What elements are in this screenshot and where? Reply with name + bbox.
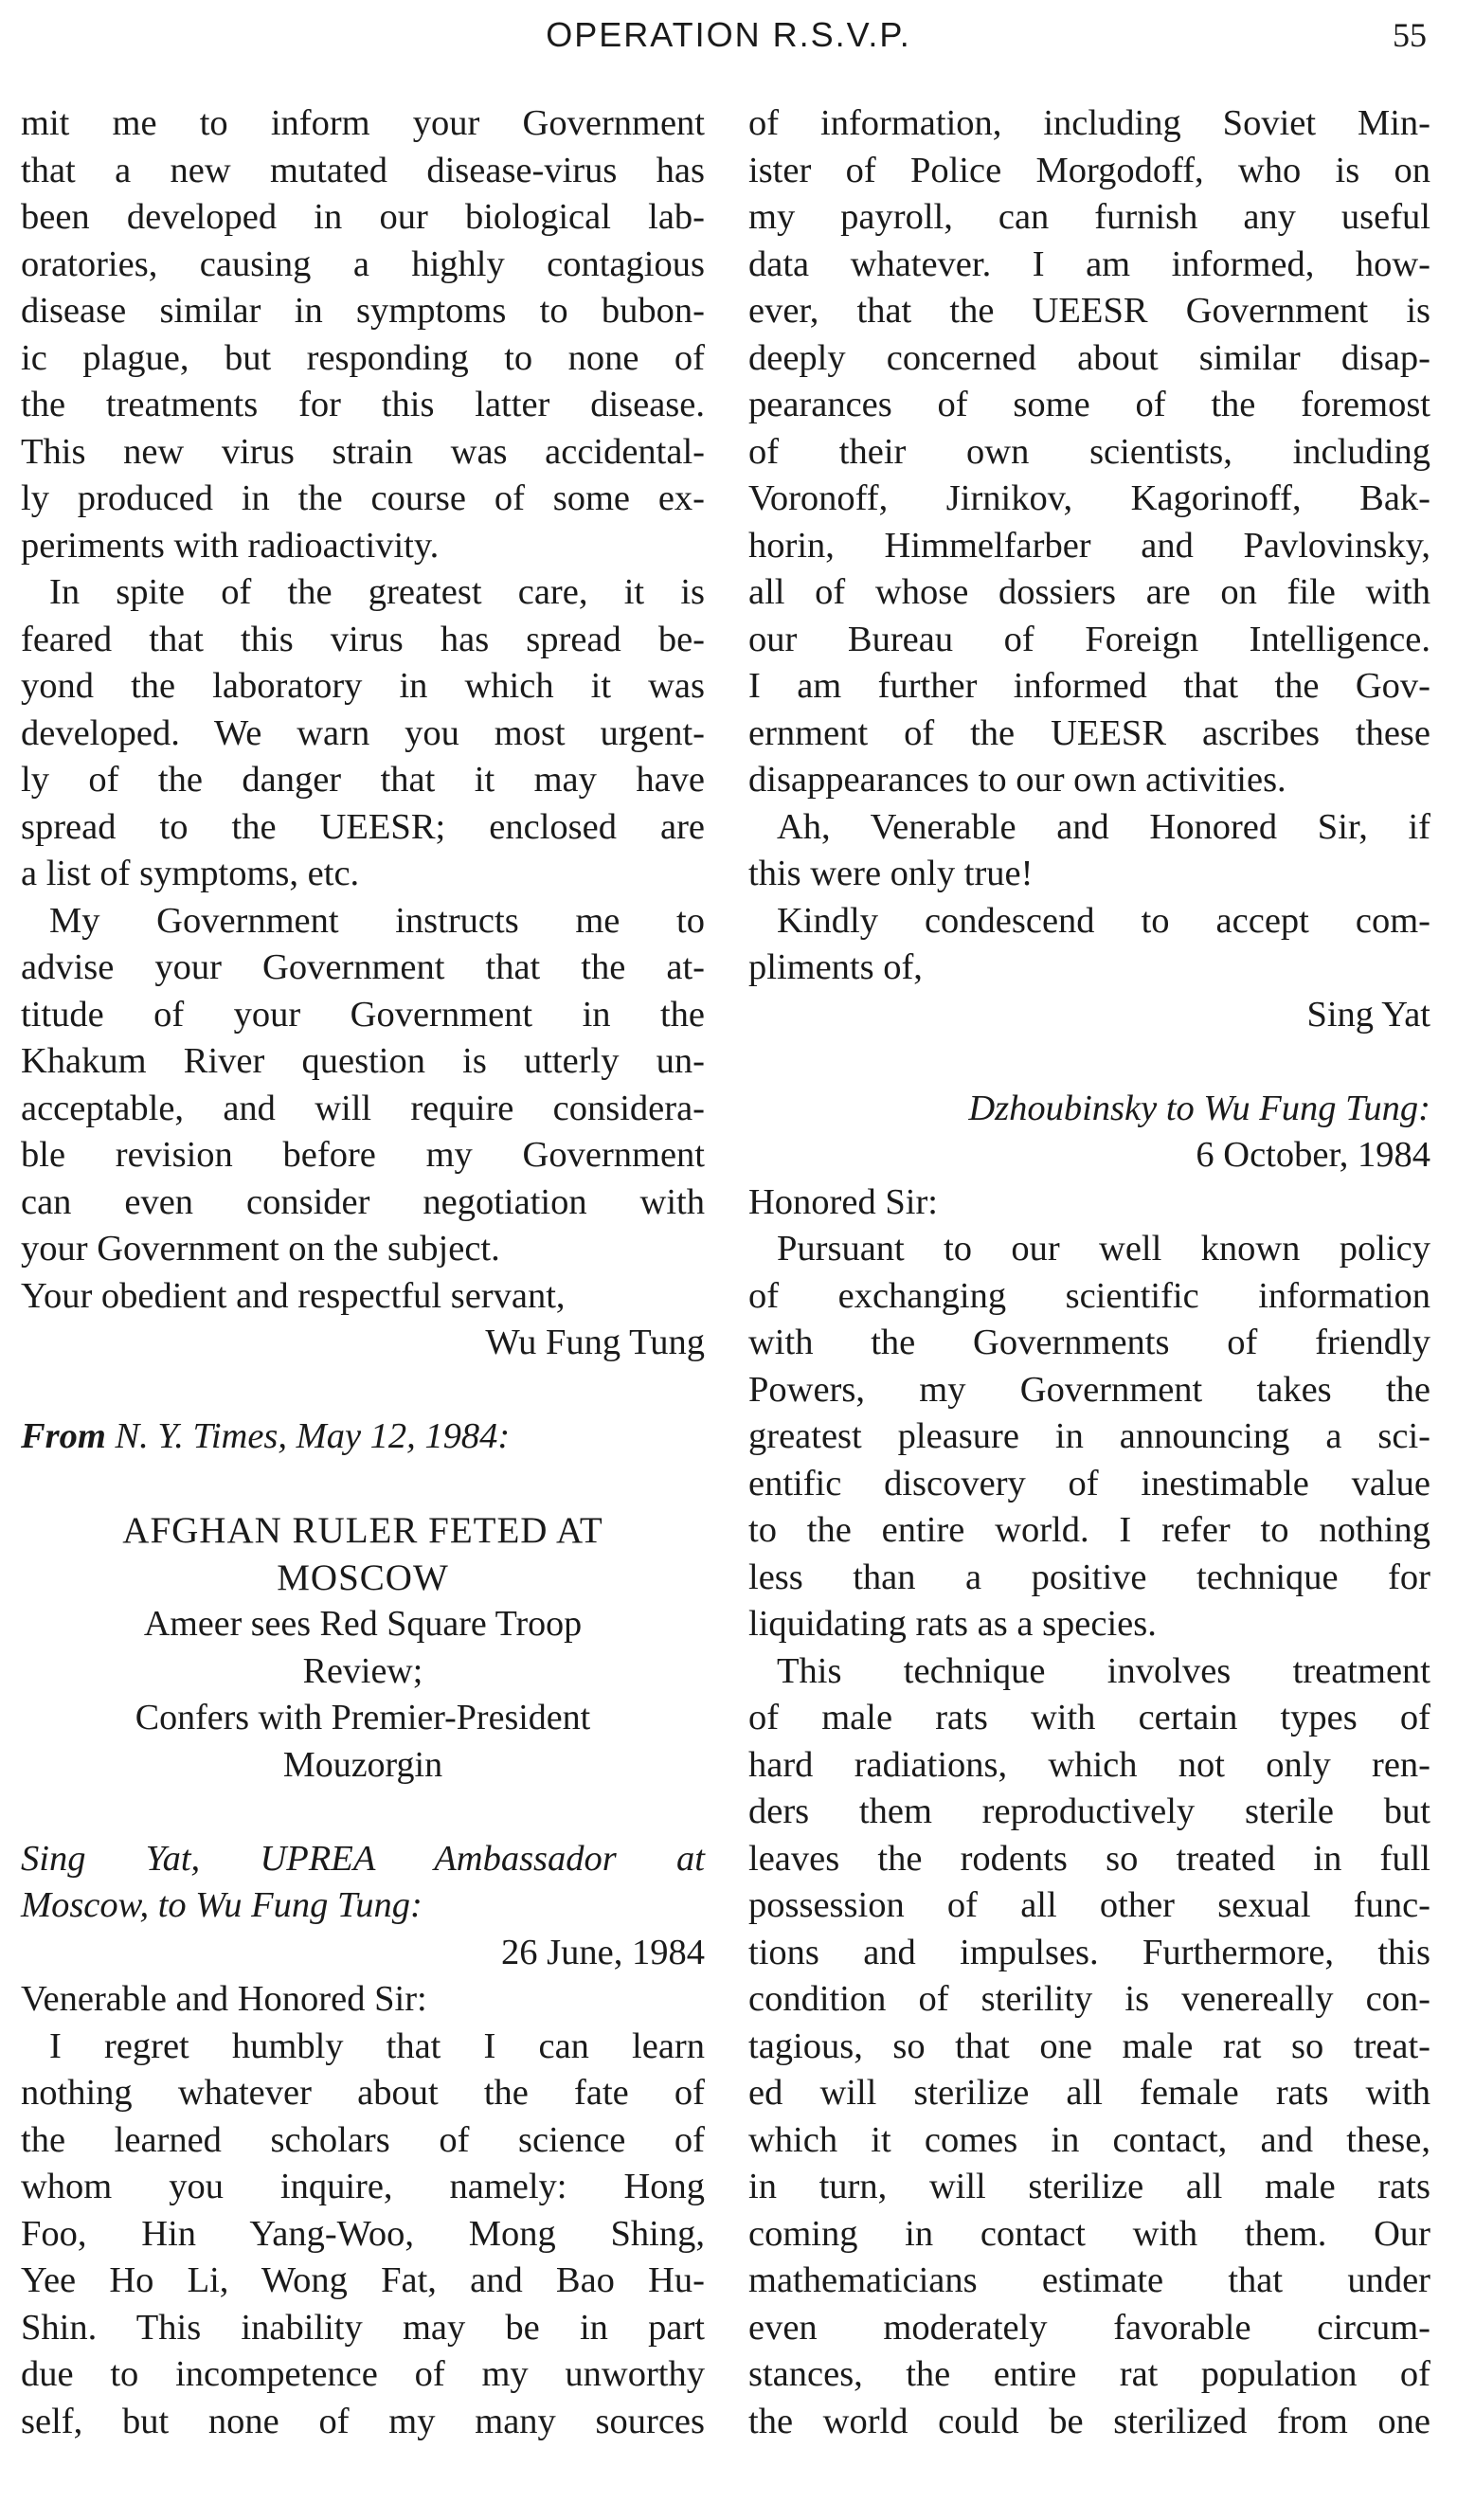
text-line: Pursuant to our well known policy <box>777 1229 1430 1269</box>
text-line: yond the laboratory in which it was <box>21 666 705 706</box>
heading-line: Moscow, to Wu Fung Tung: <box>21 1885 423 1925</box>
headline-line: AFGHAN RULER FETED AT <box>122 1510 603 1551</box>
signature-wu-fung-tung: Wu Fung Tung <box>485 1323 705 1362</box>
text-line: the learned scholars of science of <box>21 2119 705 2160</box>
text-line: the treatments for this latter disease. <box>21 385 705 424</box>
text-line: pliments of, <box>748 947 923 987</box>
text-line: My Government instructs me to <box>49 900 705 941</box>
source-rest: N. Y. Times, May 12, 1984: <box>105 1416 511 1456</box>
text-line: ed will sterilize all female rats with <box>748 2073 1430 2113</box>
letter-heading-sing-yat <box>21 1836 705 1930</box>
text-line: acceptable, and will require considera- <box>21 1088 705 1128</box>
text-line: ister of Police Morgodoff, who is on <box>748 150 1430 190</box>
text-line: ernment of the UEESR ascribes these <box>748 712 1430 753</box>
text-line: ders them reproductively sterile but <box>748 1791 1430 1831</box>
text-line: your Government on the subject. <box>21 1229 500 1269</box>
text-line: hard radiations, which not only ren- <box>748 1744 1430 1785</box>
text-line: I am further informed that the Gov- <box>748 666 1430 706</box>
page-number: 55 <box>1393 16 1427 54</box>
text-line: horin, Himmelfarber and Pavlovinsky, <box>748 525 1430 566</box>
text-line: ic plague, but responding to none of <box>21 337 705 378</box>
deck-line: Mouzorgin <box>282 1744 443 1785</box>
text-line: disease similar in symptoms to bubon- <box>21 291 705 331</box>
text-line: to the entire world. I refer to nothing <box>748 1510 1430 1550</box>
text-line: feared that this virus has spread be- <box>21 619 705 659</box>
text-line: less than a positive technique for <box>748 1557 1430 1597</box>
text-line: this were only true! <box>748 854 1034 893</box>
paragraph-pursuant <box>748 1226 1430 1648</box>
text-line: tions and impulses. Furthermore, this <box>748 1932 1430 1972</box>
text-line: advise your Government that the at- <box>21 947 705 987</box>
text-line: Shin. This inability may be in part <box>21 2307 705 2348</box>
paragraph-kindly <box>748 898 1430 992</box>
text-line: periments with radioactivity. <box>21 525 440 566</box>
text-line: self, but none of my many sources <box>21 2401 705 2441</box>
paragraph-virus-spread <box>21 569 705 898</box>
heading-line: Sing Yat, UPREA Ambassador at <box>21 1838 705 1879</box>
text-line: due to incompetence of my unworthy <box>21 2354 705 2394</box>
text-line: disappearances to our own activities. <box>748 760 1286 800</box>
running-title: OPERATION R.S.V.P. <box>546 15 911 54</box>
text-line: pearances of some of the foremost <box>748 385 1430 424</box>
text-line: mathematicians estimate that under <box>748 2260 1430 2300</box>
text-line: leaves the rodents so treated in full <box>748 1838 1430 1879</box>
paragraph-khakum-river <box>21 898 705 1273</box>
letter-continued-paragraph <box>21 100 705 569</box>
text-line: Ah, Venerable and Honored Sir, if <box>777 806 1430 847</box>
right-column <box>748 100 1430 2445</box>
text-line: deeply concerned about similar disap- <box>748 337 1430 378</box>
text-line: entific discovery of inestimable value <box>748 1463 1430 1503</box>
text-line: all of whose dossiers are on file with <box>748 572 1430 612</box>
text-line: in turn, will sterilize all male rats <box>748 2167 1430 2206</box>
text-line: that a new mutated disease-virus has <box>21 150 705 190</box>
text-line: Kindly condescend to accept com- <box>777 900 1430 941</box>
text-line: In spite of the greatest care, it is <box>49 572 705 612</box>
text-line: my payroll, can furnish any useful <box>748 197 1430 237</box>
text-line: I regret humbly that I can learn <box>49 2025 705 2066</box>
text-line: stances, the entire rat population of <box>748 2354 1430 2394</box>
text-line: which it comes in contact, and these, <box>748 2119 1430 2160</box>
paragraph-technique <box>748 1648 1430 2446</box>
text-line: of exchanging scientific information <box>748 1275 1430 1316</box>
text-line: Powers, my Government takes the <box>748 1369 1430 1410</box>
newspaper-source <box>21 1413 705 1461</box>
deck-line: Ameer sees Red Square Troop <box>143 1604 583 1644</box>
text-line: ly of the danger that it may have <box>21 760 705 800</box>
text-line: This new virus strain was accidental- <box>21 431 705 472</box>
spacer <box>21 1789 705 1836</box>
text-line: spread to the UEESR; enclosed are <box>21 806 705 847</box>
deck-line: Confers with Premier-President <box>135 1698 591 1737</box>
source-prefix: From <box>21 1416 106 1456</box>
text-line: Khakum River question is utterly un- <box>21 1041 705 1081</box>
text-line: oratories, causing a highly contagious <box>21 243 705 284</box>
text-line: of their own scientists, including <box>748 431 1430 472</box>
paragraph-ah <box>748 804 1430 898</box>
text-line: coming in contact with them. Our <box>748 2213 1430 2254</box>
letter-salutation: Venerable and Honored Sir: <box>21 1979 427 2019</box>
text-line: liquidating rats as a species. <box>748 1604 1157 1644</box>
text-line: developed. We warn you most urgent- <box>21 712 705 753</box>
text-line: a list of symptoms, etc. <box>21 854 360 893</box>
text-line: the world could be sterilized from one <box>748 2401 1430 2441</box>
text-line: Foo, Hin Yang-Woo, Mong Shing, <box>21 2213 705 2254</box>
letter-salutation: Honored Sir: <box>748 1181 938 1222</box>
text-line: can even consider negotiation with <box>21 1181 705 1222</box>
text-line: been developed in our biological lab- <box>21 197 705 237</box>
text-line: data whatever. I am informed, how- <box>748 243 1430 284</box>
text-line: ever, that the UEESR Government is <box>748 291 1430 331</box>
text-line: tagious, so that one male rat so treat- <box>748 2025 1430 2066</box>
text-line: nothing whatever about the fate of <box>21 2073 705 2113</box>
letter-date: 26 June, 1984 <box>501 1932 705 1972</box>
text-line: greatest pleasure in announcing a sci- <box>748 1416 1430 1456</box>
text-line: condition of sterility is venereally con- <box>748 1979 1430 2019</box>
spacer <box>748 1038 1430 1086</box>
text-line: titude of your Government in the <box>21 994 705 1035</box>
text-line: ble revision before my Government <box>21 1135 705 1175</box>
headline-line: MOSCOW <box>277 1557 449 1598</box>
letter-body-paragraph <box>21 2024 705 2446</box>
text-line: Yee Ho Li, Wong Fat, and Bao Hu- <box>21 2260 705 2300</box>
text-line: Voronoff, Jirnikov, Kagorinoff, Bak- <box>748 478 1430 518</box>
text-line: possession of all other sexual func- <box>748 1885 1430 1925</box>
page-header <box>0 11 1457 59</box>
text-line: ly produced in the course of some ex- <box>21 478 705 518</box>
letter-closing: Your obedient and respectful servant, <box>21 1275 566 1316</box>
newspaper-headline <box>21 1507 705 1601</box>
signature-sing-yat: Sing Yat <box>1306 994 1430 1035</box>
text-line: even moderately favorable circum- <box>748 2307 1430 2348</box>
deck-line: Review; <box>302 1650 423 1691</box>
text-line: our Bureau of Foreign Intelligence. <box>748 619 1430 659</box>
text-line: of information, including Soviet Min- <box>748 103 1430 143</box>
left-column <box>21 100 705 2445</box>
text-line: mit me to inform your Government <box>21 103 705 143</box>
text-line: of male rats with certain types of <box>748 1698 1430 1737</box>
spacer <box>21 1367 705 1414</box>
newspaper-deck <box>21 1601 705 1789</box>
letter-heading-dzhoubinsky: Dzhoubinsky to Wu Fung Tung: <box>968 1088 1430 1128</box>
letter-date: 6 October, 1984 <box>1196 1135 1430 1175</box>
text-line: This technique involves treatment <box>777 1650 1430 1691</box>
spacer <box>21 1461 705 1508</box>
text-line: with the Governments of friendly <box>748 1323 1430 1362</box>
text-line: whom you inquire, namely: Hong <box>21 2167 705 2206</box>
letter-continued-paragraph <box>748 100 1430 804</box>
